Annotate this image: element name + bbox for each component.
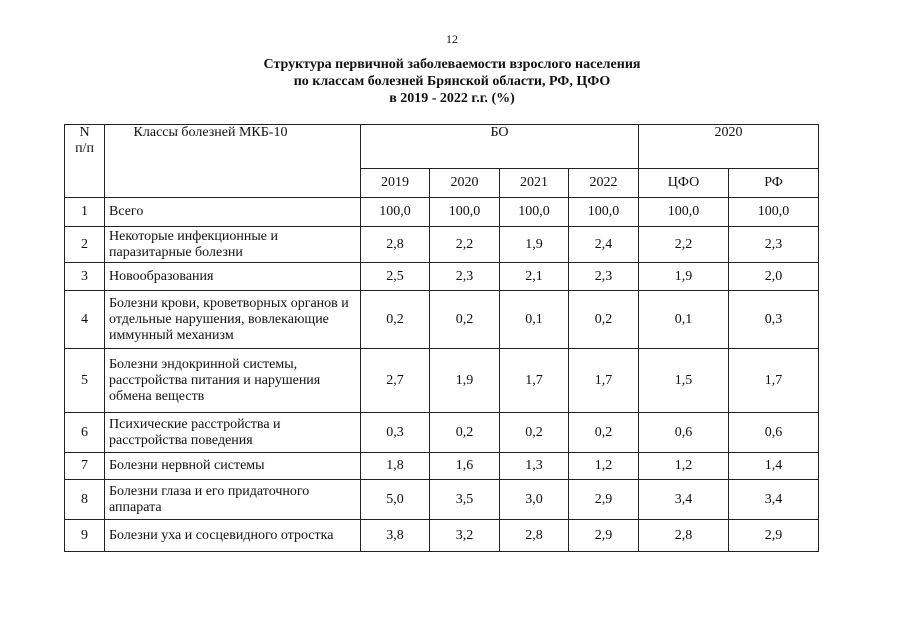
- row-number: 7: [65, 453, 105, 480]
- row-number: 9: [65, 520, 105, 552]
- disease-class: Всего: [105, 198, 361, 227]
- value-cell: 2,8: [500, 520, 569, 552]
- value-cell: 3,5: [430, 480, 500, 520]
- value-cell: 5,0: [361, 480, 430, 520]
- value-cell: 2,1: [500, 263, 569, 291]
- header-col-2022: 2022: [569, 169, 639, 198]
- value-cell: 2,8: [361, 227, 430, 263]
- value-cell: 100,0: [500, 198, 569, 227]
- value-cell: 3,4: [729, 480, 819, 520]
- row-number: 1: [65, 198, 105, 227]
- value-cell: 3,0: [500, 480, 569, 520]
- value-cell: 100,0: [639, 198, 729, 227]
- table-row: [65, 480, 819, 520]
- value-cell: 2,3: [430, 263, 500, 291]
- value-cell: 1,9: [639, 263, 729, 291]
- table-row: [65, 413, 819, 453]
- value-cell: 2,0: [729, 263, 819, 291]
- header-col-cfo: ЦФО: [639, 169, 729, 198]
- value-cell: 1,2: [639, 453, 729, 480]
- header-col-2021: 2021: [500, 169, 569, 198]
- table-row: [65, 349, 819, 413]
- document-title: [0, 56, 904, 107]
- value-cell: 2,4: [569, 227, 639, 263]
- disease-class: Болезни нервной системы: [105, 453, 361, 480]
- header-group-2020: 2020: [639, 125, 819, 169]
- header-col-2020: 2020: [430, 169, 500, 198]
- header-num: [65, 125, 105, 198]
- value-cell: 1,3: [500, 453, 569, 480]
- value-cell: 2,8: [639, 520, 729, 552]
- row-number: 2: [65, 227, 105, 263]
- page-number: 12: [446, 32, 458, 46]
- value-cell: 0,2: [361, 291, 430, 349]
- value-cell: 2,3: [569, 263, 639, 291]
- morbidity-table: [64, 124, 819, 552]
- disease-class: Некоторые инфекционные и паразитарные болезни: [105, 227, 361, 263]
- disease-class: Болезни крови, кроветворных органов и отдельные нарушения, вовлекающие иммунный механизм: [105, 291, 361, 349]
- value-cell: 3,8: [361, 520, 430, 552]
- disease-class: Болезни глаза и его придаточного аппарата: [105, 480, 361, 520]
- value-cell: 2,2: [639, 227, 729, 263]
- value-cell: 0,2: [569, 291, 639, 349]
- value-cell: 2,5: [361, 263, 430, 291]
- row-number: 5: [65, 349, 105, 413]
- header-group-bo: БО: [361, 125, 639, 169]
- row-number: 8: [65, 480, 105, 520]
- title-line-1: Структура первичной заболеваемости взрослого населения: [263, 57, 641, 72]
- value-cell: 3,2: [430, 520, 500, 552]
- value-cell: 3,4: [639, 480, 729, 520]
- value-cell: 2,9: [729, 520, 819, 552]
- value-cell: 0,3: [729, 291, 819, 349]
- value-cell: 2,2: [430, 227, 500, 263]
- value-cell: 100,0: [361, 198, 430, 227]
- table-row: [65, 520, 819, 552]
- title-line-3: в 2019 - 2022 г.г. (%): [389, 91, 515, 106]
- value-cell: 0,2: [500, 413, 569, 453]
- row-number: 6: [65, 413, 105, 453]
- value-cell: 1,7: [729, 349, 819, 413]
- table-row: [65, 453, 819, 480]
- value-cell: 1,9: [500, 227, 569, 263]
- header-class: Классы болезней МКБ-10: [105, 125, 361, 198]
- disease-class: Болезни уха и сосцевидного отростка: [105, 520, 361, 552]
- value-cell: 100,0: [569, 198, 639, 227]
- row-number: 4: [65, 291, 105, 349]
- value-cell: 0,1: [500, 291, 569, 349]
- value-cell: 1,7: [569, 349, 639, 413]
- disease-class: Психические расстройства и расстройства поведения: [105, 413, 361, 453]
- disease-class: Болезни эндокринной системы, расстройства питания и нарушения обмена веществ: [105, 349, 361, 413]
- table-row: [65, 198, 819, 227]
- value-cell: 0,6: [729, 413, 819, 453]
- value-cell: 0,2: [569, 413, 639, 453]
- table-row: [65, 227, 819, 263]
- value-cell: 1,6: [430, 453, 500, 480]
- disease-class: Новообразования: [105, 263, 361, 291]
- value-cell: 2,9: [569, 520, 639, 552]
- value-cell: 2,7: [361, 349, 430, 413]
- header-row-groups: [65, 125, 819, 169]
- value-cell: 0,3: [361, 413, 430, 453]
- value-cell: 0,2: [430, 413, 500, 453]
- value-cell: 0,2: [430, 291, 500, 349]
- value-cell: 0,6: [639, 413, 729, 453]
- value-cell: 1,7: [500, 349, 569, 413]
- value-cell: 1,9: [430, 349, 500, 413]
- value-cell: 100,0: [430, 198, 500, 227]
- row-number: 3: [65, 263, 105, 291]
- header-col-2019: 2019: [361, 169, 430, 198]
- value-cell: 1,4: [729, 453, 819, 480]
- table-row: [65, 291, 819, 349]
- value-cell: 2,3: [729, 227, 819, 263]
- value-cell: 1,2: [569, 453, 639, 480]
- value-cell: 1,8: [361, 453, 430, 480]
- value-cell: 100,0: [729, 198, 819, 227]
- header-num-label: N п/п: [75, 125, 94, 156]
- value-cell: 0,1: [639, 291, 729, 349]
- value-cell: 2,9: [569, 480, 639, 520]
- table-row: [65, 263, 819, 291]
- title-line-2: по классам болезней Брянской области, РФ, ЦФО: [293, 74, 611, 89]
- header-col-rf: РФ: [729, 169, 819, 198]
- value-cell: 1,5: [639, 349, 729, 413]
